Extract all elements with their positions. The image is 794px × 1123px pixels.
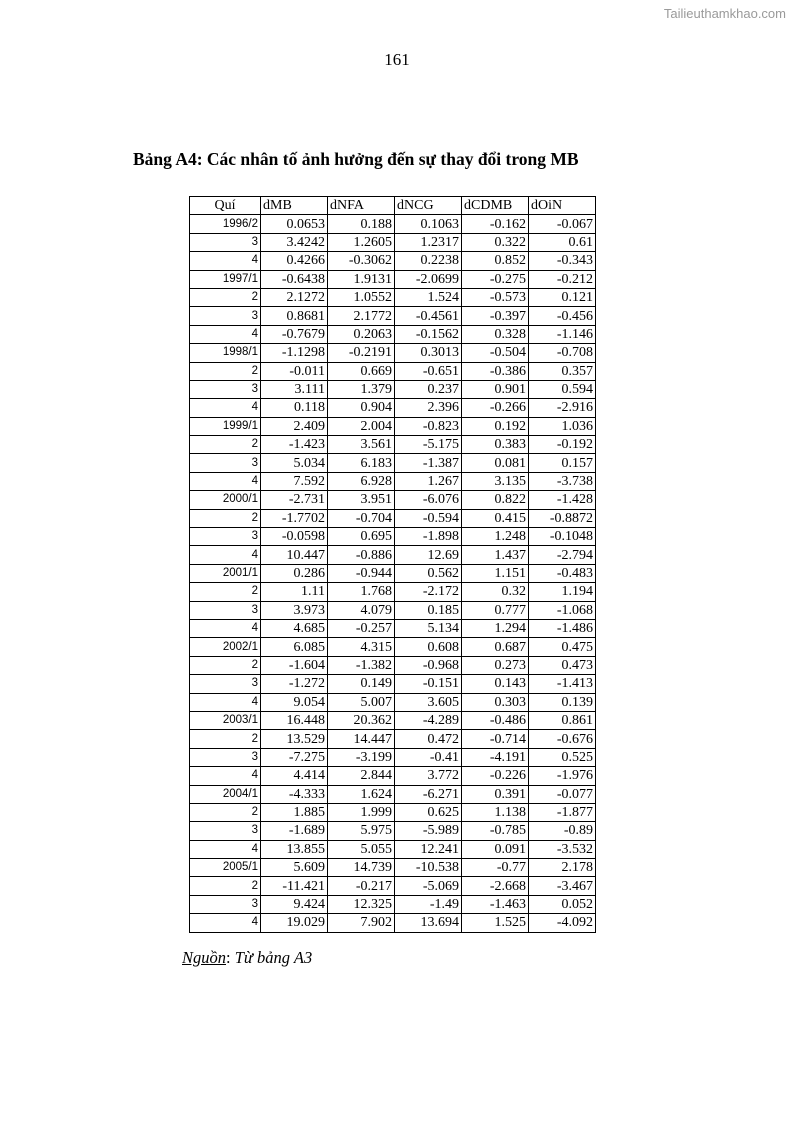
cell-dmb: -1.423 <box>261 436 328 454</box>
table-title: Bảng A4: Các nhân tố ảnh hưởng đến sự thay đổi trong MB <box>133 149 579 169</box>
cell-dcdmb: 0.143 <box>462 675 529 693</box>
cell-dnfa: -0.2191 <box>328 344 395 362</box>
cell-dnfa: -3.199 <box>328 748 395 766</box>
page-number: 161 <box>384 50 410 69</box>
cell-doin: -2.794 <box>529 546 596 564</box>
cell-dcdmb: 0.273 <box>462 656 529 674</box>
cell-doin: -4.092 <box>529 914 596 932</box>
cell-dncg: -5.989 <box>395 822 462 840</box>
cell-dmb: -11.421 <box>261 877 328 895</box>
table-row <box>190 767 596 785</box>
cell-dncg: 0.237 <box>395 380 462 398</box>
cell-dmb: -7.275 <box>261 748 328 766</box>
cell-dcdmb: -0.275 <box>462 270 529 288</box>
cell-dnfa: 0.149 <box>328 675 395 693</box>
cell-dcdmb: 0.303 <box>462 693 529 711</box>
cell-dmb: 3.111 <box>261 380 328 398</box>
cell-doin: -1.976 <box>529 767 596 785</box>
cell-quarter: 3 <box>190 822 261 840</box>
cell-dnfa: 2.844 <box>328 767 395 785</box>
cell-dncg: 0.185 <box>395 601 462 619</box>
cell-dcdmb: -0.714 <box>462 730 529 748</box>
cell-dcdmb: 0.091 <box>462 840 529 858</box>
cell-dcdmb: -1.463 <box>462 895 529 913</box>
cell-dnfa: 12.325 <box>328 895 395 913</box>
data-table <box>189 196 596 933</box>
cell-dmb: -1.604 <box>261 656 328 674</box>
cell-dnfa: 5.055 <box>328 840 395 858</box>
cell-quarter: 3 <box>190 528 261 546</box>
cell-dncg: -1.898 <box>395 528 462 546</box>
cell-dnfa: 1.379 <box>328 380 395 398</box>
cell-dncg: 0.562 <box>395 564 462 582</box>
cell-dnfa: 0.695 <box>328 528 395 546</box>
cell-dcdmb: 0.383 <box>462 436 529 454</box>
table-row <box>190 380 596 398</box>
cell-dmb: 4.414 <box>261 767 328 785</box>
cell-quarter: 4 <box>190 619 261 637</box>
cell-dcdmb: 0.32 <box>462 583 529 601</box>
cell-quarter: 1999/1 <box>190 417 261 435</box>
cell-dmb: -0.7679 <box>261 325 328 343</box>
cell-doin: 1.194 <box>529 583 596 601</box>
cell-doin: -3.738 <box>529 472 596 490</box>
cell-dnfa: 0.669 <box>328 362 395 380</box>
table-row <box>190 564 596 582</box>
cell-dmb: 5.609 <box>261 859 328 877</box>
source-separator: : <box>226 948 235 967</box>
cell-doin: -0.067 <box>529 215 596 233</box>
cell-dncg: -0.968 <box>395 656 462 674</box>
cell-dncg: -5.175 <box>395 436 462 454</box>
header-cell-dcdmb: dCDMB <box>462 197 529 215</box>
cell-quarter: 2 <box>190 583 261 601</box>
cell-dncg: 12.69 <box>395 546 462 564</box>
table-row <box>190 509 596 527</box>
cell-dmb: 2.409 <box>261 417 328 435</box>
cell-dnfa: 1.0552 <box>328 288 395 306</box>
table-row <box>190 472 596 490</box>
cell-doin: -3.467 <box>529 877 596 895</box>
cell-dnfa: 6.928 <box>328 472 395 490</box>
cell-doin: 0.121 <box>529 288 596 306</box>
cell-dmb: -4.333 <box>261 785 328 803</box>
cell-doin: 0.052 <box>529 895 596 913</box>
cell-dcdmb: -0.504 <box>462 344 529 362</box>
cell-quarter: 2 <box>190 362 261 380</box>
table-row <box>190 583 596 601</box>
cell-dmb: 3.4242 <box>261 233 328 251</box>
cell-dnfa: 14.739 <box>328 859 395 877</box>
cell-doin: -1.413 <box>529 675 596 693</box>
cell-doin: -0.708 <box>529 344 596 362</box>
cell-dnfa: -0.886 <box>328 546 395 564</box>
cell-doin: 0.473 <box>529 656 596 674</box>
cell-quarter: 3 <box>190 748 261 766</box>
cell-dnfa: 20.362 <box>328 711 395 729</box>
cell-doin: 2.178 <box>529 859 596 877</box>
cell-dmb: -1.272 <box>261 675 328 693</box>
cell-dncg: -4.289 <box>395 711 462 729</box>
cell-dmb: 10.447 <box>261 546 328 564</box>
cell-doin: 0.525 <box>529 748 596 766</box>
cell-doin: -0.483 <box>529 564 596 582</box>
cell-doin: -0.212 <box>529 270 596 288</box>
cell-doin: -0.89 <box>529 822 596 840</box>
cell-dnfa: -1.382 <box>328 656 395 674</box>
cell-dnfa: 7.902 <box>328 914 395 932</box>
table-row <box>190 270 596 288</box>
cell-dncg: 3.772 <box>395 767 462 785</box>
table-row <box>190 325 596 343</box>
table-row <box>190 362 596 380</box>
table-row <box>190 344 596 362</box>
source-label: Nguồn <box>182 948 227 967</box>
cell-dcdmb: -4.191 <box>462 748 529 766</box>
table-row <box>190 638 596 656</box>
cell-dmb: 0.0653 <box>261 215 328 233</box>
table-row <box>190 619 596 637</box>
table-row <box>190 877 596 895</box>
table-row <box>190 730 596 748</box>
cell-dmb: 4.685 <box>261 619 328 637</box>
cell-dmb: -1.7702 <box>261 509 328 527</box>
cell-doin: -0.456 <box>529 307 596 325</box>
cell-dcdmb: -0.226 <box>462 767 529 785</box>
cell-dncg: -6.271 <box>395 785 462 803</box>
cell-dncg: -0.1562 <box>395 325 462 343</box>
cell-dnfa: 5.007 <box>328 693 395 711</box>
cell-quarter: 2001/1 <box>190 564 261 582</box>
table-row <box>190 252 596 270</box>
cell-dncg: -2.172 <box>395 583 462 601</box>
cell-dncg: 0.625 <box>395 803 462 821</box>
table-row <box>190 233 596 251</box>
cell-dcdmb: -0.77 <box>462 859 529 877</box>
cell-dncg: 2.396 <box>395 399 462 417</box>
cell-dcdmb: 0.777 <box>462 601 529 619</box>
cell-dnfa: 2.1772 <box>328 307 395 325</box>
cell-dncg: 0.472 <box>395 730 462 748</box>
cell-dmb: 6.085 <box>261 638 328 656</box>
cell-dmb: 16.448 <box>261 711 328 729</box>
cell-dncg: 3.605 <box>395 693 462 711</box>
cell-dmb: -1.1298 <box>261 344 328 362</box>
cell-dcdmb: -0.266 <box>462 399 529 417</box>
cell-doin: 0.357 <box>529 362 596 380</box>
cell-quarter: 2003/1 <box>190 711 261 729</box>
cell-dmb: 9.054 <box>261 693 328 711</box>
cell-dcdmb: 0.391 <box>462 785 529 803</box>
cell-dcdmb: 0.901 <box>462 380 529 398</box>
table-row <box>190 914 596 932</box>
cell-quarter: 1997/1 <box>190 270 261 288</box>
cell-quarter: 3 <box>190 380 261 398</box>
cell-dcdmb: -0.486 <box>462 711 529 729</box>
cell-dnfa: 0.188 <box>328 215 395 233</box>
table-row <box>190 307 596 325</box>
cell-dmb: 3.973 <box>261 601 328 619</box>
cell-dmb: -1.689 <box>261 822 328 840</box>
cell-dmb: 0.286 <box>261 564 328 582</box>
cell-dmb: 1.885 <box>261 803 328 821</box>
cell-dncg: 1.267 <box>395 472 462 490</box>
cell-quarter: 4 <box>190 252 261 270</box>
cell-dmb: 9.424 <box>261 895 328 913</box>
cell-dnfa: 4.315 <box>328 638 395 656</box>
cell-doin: -0.8872 <box>529 509 596 527</box>
cell-dnfa: 2.004 <box>328 417 395 435</box>
cell-dnfa: 0.904 <box>328 399 395 417</box>
cell-dmb: 5.034 <box>261 454 328 472</box>
cell-dcdmb: 0.081 <box>462 454 529 472</box>
cell-dnfa: 3.951 <box>328 491 395 509</box>
cell-doin: -2.916 <box>529 399 596 417</box>
watermark-text: Tailieuthamkhao.com <box>663 6 786 21</box>
source-note <box>182 948 312 968</box>
cell-dncg: -1.49 <box>395 895 462 913</box>
cell-dmb: 2.1272 <box>261 288 328 306</box>
cell-dmb: 1.11 <box>261 583 328 601</box>
cell-quarter: 2 <box>190 436 261 454</box>
cell-quarter: 2 <box>190 877 261 895</box>
cell-dmb: -0.011 <box>261 362 328 380</box>
cell-dcdmb: 1.248 <box>462 528 529 546</box>
table-header-row <box>190 197 596 215</box>
table-row <box>190 215 596 233</box>
cell-dcdmb: 3.135 <box>462 472 529 490</box>
cell-dnfa: 1.999 <box>328 803 395 821</box>
cell-dncg: 0.1063 <box>395 215 462 233</box>
cell-quarter: 4 <box>190 914 261 932</box>
cell-dmb: 0.118 <box>261 399 328 417</box>
source-text: Từ bảng A3 <box>234 948 313 967</box>
cell-quarter: 2000/1 <box>190 491 261 509</box>
table-row <box>190 546 596 564</box>
table-row <box>190 417 596 435</box>
header-cell-dmb: dMB <box>261 197 328 215</box>
cell-doin: -0.077 <box>529 785 596 803</box>
table-row <box>190 711 596 729</box>
cell-doin: 0.594 <box>529 380 596 398</box>
table-row <box>190 748 596 766</box>
table-row <box>190 803 596 821</box>
cell-dncg: -0.651 <box>395 362 462 380</box>
table-row <box>190 859 596 877</box>
cell-doin: 0.139 <box>529 693 596 711</box>
cell-dcdmb: 0.822 <box>462 491 529 509</box>
cell-quarter: 2 <box>190 656 261 674</box>
cell-doin: -0.676 <box>529 730 596 748</box>
cell-dncg: 0.2238 <box>395 252 462 270</box>
cell-dcdmb: -0.785 <box>462 822 529 840</box>
cell-doin: 1.036 <box>529 417 596 435</box>
cell-dcdmb: 0.192 <box>462 417 529 435</box>
cell-dnfa: -0.217 <box>328 877 395 895</box>
cell-dmb: 13.529 <box>261 730 328 748</box>
cell-dncg: 0.3013 <box>395 344 462 362</box>
cell-dncg: 1.524 <box>395 288 462 306</box>
cell-dncg: -6.076 <box>395 491 462 509</box>
table-row <box>190 693 596 711</box>
cell-dncg: -5.069 <box>395 877 462 895</box>
cell-dncg: 1.2317 <box>395 233 462 251</box>
cell-quarter: 2005/1 <box>190 859 261 877</box>
table-row <box>190 822 596 840</box>
cell-quarter: 3 <box>190 895 261 913</box>
cell-dcdmb: -0.386 <box>462 362 529 380</box>
cell-quarter: 2004/1 <box>190 785 261 803</box>
cell-dmb: -0.0598 <box>261 528 328 546</box>
cell-quarter: 4 <box>190 840 261 858</box>
table-row <box>190 528 596 546</box>
cell-dmb: -2.731 <box>261 491 328 509</box>
cell-quarter: 3 <box>190 601 261 619</box>
cell-quarter: 2 <box>190 288 261 306</box>
cell-dcdmb: 0.328 <box>462 325 529 343</box>
cell-quarter: 3 <box>190 675 261 693</box>
cell-dncg: -10.538 <box>395 859 462 877</box>
table-row <box>190 288 596 306</box>
cell-dcdmb: 1.525 <box>462 914 529 932</box>
cell-dncg: -0.823 <box>395 417 462 435</box>
cell-doin: 0.157 <box>529 454 596 472</box>
cell-quarter: 4 <box>190 325 261 343</box>
cell-dcdmb: 1.151 <box>462 564 529 582</box>
cell-quarter: 3 <box>190 233 261 251</box>
cell-quarter: 4 <box>190 472 261 490</box>
cell-quarter: 3 <box>190 454 261 472</box>
cell-dncg: 5.134 <box>395 619 462 637</box>
cell-dnfa: -0.257 <box>328 619 395 637</box>
cell-dnfa: 5.975 <box>328 822 395 840</box>
cell-dncg: -0.4561 <box>395 307 462 325</box>
table-row <box>190 436 596 454</box>
cell-quarter: 4 <box>190 399 261 417</box>
cell-dmb: -0.6438 <box>261 270 328 288</box>
cell-dncg: 0.608 <box>395 638 462 656</box>
cell-dcdmb: -2.668 <box>462 877 529 895</box>
table-row <box>190 895 596 913</box>
header-cell-doin: dOiN <box>529 197 596 215</box>
table-body <box>190 197 596 933</box>
cell-dnfa: 1.9131 <box>328 270 395 288</box>
table-row <box>190 840 596 858</box>
cell-quarter: 2 <box>190 803 261 821</box>
cell-quarter: 1998/1 <box>190 344 261 362</box>
cell-dncg: -1.387 <box>395 454 462 472</box>
cell-doin: -0.343 <box>529 252 596 270</box>
cell-dnfa: 0.2063 <box>328 325 395 343</box>
header-cell-dnfa: dNFA <box>328 197 395 215</box>
cell-dcdmb: 0.415 <box>462 509 529 527</box>
cell-dmb: 7.592 <box>261 472 328 490</box>
cell-quarter: 3 <box>190 307 261 325</box>
cell-doin: 0.861 <box>529 711 596 729</box>
table-row <box>190 601 596 619</box>
table-row <box>190 491 596 509</box>
cell-dcdmb: 1.437 <box>462 546 529 564</box>
cell-quarter: 2 <box>190 509 261 527</box>
cell-doin: -1.877 <box>529 803 596 821</box>
cell-quarter: 4 <box>190 693 261 711</box>
cell-dnfa: 1.2605 <box>328 233 395 251</box>
table-row <box>190 399 596 417</box>
table-row <box>190 675 596 693</box>
table-row <box>190 454 596 472</box>
cell-dmb: 0.4266 <box>261 252 328 270</box>
header-cell-dncg: dNCG <box>395 197 462 215</box>
cell-quarter: 2 <box>190 730 261 748</box>
cell-dncg: -2.0699 <box>395 270 462 288</box>
cell-dncg: 12.241 <box>395 840 462 858</box>
cell-dcdmb: -0.397 <box>462 307 529 325</box>
cell-doin: 0.475 <box>529 638 596 656</box>
cell-doin: 0.61 <box>529 233 596 251</box>
cell-dnfa: -0.704 <box>328 509 395 527</box>
cell-dnfa: 4.079 <box>328 601 395 619</box>
table-row <box>190 656 596 674</box>
cell-dnfa: -0.944 <box>328 564 395 582</box>
table-row <box>190 785 596 803</box>
cell-dnfa: 3.561 <box>328 436 395 454</box>
cell-dcdmb: -0.573 <box>462 288 529 306</box>
cell-dnfa: 1.768 <box>328 583 395 601</box>
cell-doin: -0.1048 <box>529 528 596 546</box>
cell-dncg: -0.594 <box>395 509 462 527</box>
cell-dcdmb: 1.294 <box>462 619 529 637</box>
cell-quarter: 4 <box>190 767 261 785</box>
cell-doin: -1.486 <box>529 619 596 637</box>
header-cell-quarter: Quí <box>190 197 261 215</box>
cell-dnfa: -0.3062 <box>328 252 395 270</box>
cell-quarter: 1996/2 <box>190 215 261 233</box>
cell-quarter: 2002/1 <box>190 638 261 656</box>
cell-doin: -0.192 <box>529 436 596 454</box>
cell-dmb: 13.855 <box>261 840 328 858</box>
cell-dmb: 0.8681 <box>261 307 328 325</box>
cell-dcdmb: -0.162 <box>462 215 529 233</box>
cell-doin: -1.428 <box>529 491 596 509</box>
cell-dmb: 19.029 <box>261 914 328 932</box>
cell-doin: -3.532 <box>529 840 596 858</box>
cell-dcdmb: 0.852 <box>462 252 529 270</box>
cell-dcdmb: 0.687 <box>462 638 529 656</box>
cell-quarter: 4 <box>190 546 261 564</box>
cell-dcdmb: 0.322 <box>462 233 529 251</box>
cell-dnfa: 1.624 <box>328 785 395 803</box>
cell-doin: -1.068 <box>529 601 596 619</box>
cell-dncg: -0.151 <box>395 675 462 693</box>
cell-dcdmb: 1.138 <box>462 803 529 821</box>
cell-dncg: 13.694 <box>395 914 462 932</box>
cell-dncg: -0.41 <box>395 748 462 766</box>
cell-doin: -1.146 <box>529 325 596 343</box>
cell-dnfa: 6.183 <box>328 454 395 472</box>
cell-dnfa: 14.447 <box>328 730 395 748</box>
